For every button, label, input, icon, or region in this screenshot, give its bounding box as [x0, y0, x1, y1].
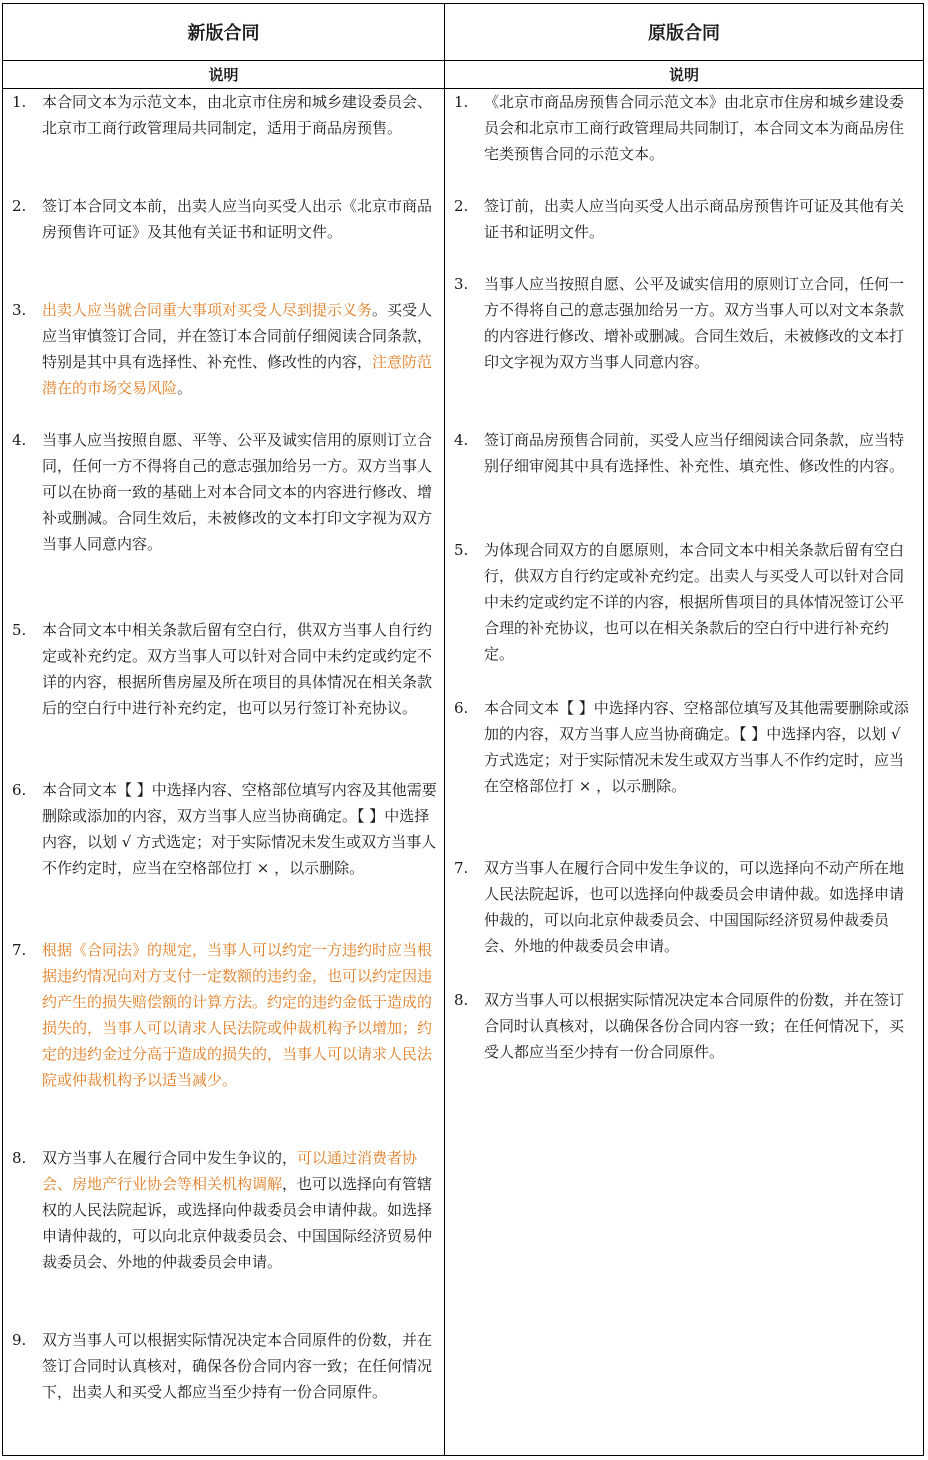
clause-text [42, 1327, 438, 1405]
clause-segment: 双方当事人可以根据实际情况决定本合同原件的份数，并在签订合同时认真核对，以确保各份合同内容一致；在任何情况下，买受人都应当至少持有一份合同原件。 [484, 991, 905, 1061]
clause-text [42, 427, 438, 557]
clause-segment: 本合同文本中相关条款后留有空白行，供双方当事人自行约定或补充约定。双方当事人可以针对合同中未约定或约定不详的内容，根据所售房屋及所在项目的具体情况在相关条款后的空白行中进行补充约定，也可以另行签订补充协议。 [42, 621, 433, 717]
clause-number: 8. [454, 991, 469, 1009]
new-contract-subtitle: 说明 [208, 66, 239, 84]
clause-number: 5. [12, 621, 27, 639]
clause-segment: 双方当事人可以根据实际情况决定本合同原件的份数，并在签订合同时认真核对，确保各份合同内容一致；在任何情况下，出卖人和买受人都应当至少持有一份合同原件。 [42, 1331, 433, 1401]
clause-number: 1. [12, 93, 27, 111]
highlighted-text: 出卖人应当就合同重大事项对买受人尽到提示义务 [42, 301, 373, 319]
original-contract-subtitle: 说明 [668, 66, 699, 84]
clause-segment: 为体现合同双方的自愿原则，本合同文本中相关条款后留有空白行，供双方自行约定或补充约定。出卖人与买受人可以针对合同中未约定或约定不详的内容，根据所售项目的具体情况签订公平合理的补充协议，也可以在相关条款后的空白行中进行补充约定。 [484, 541, 905, 663]
clause-segment: 签订前，出卖人应当向买受人出示商品房预售许可证及其他有关证书和证明文件。 [484, 197, 905, 241]
highlighted-text: 注意防范潜在的市场交易风险 [42, 353, 433, 397]
highlighted-text: 根据《合同法》的规定，当事人可以约定一方违约时应当根据违约情况向对方支付一定数额的违约金，也可以约定因违约产生的损失赔偿额的计算方法。约定的违约金低于造成的损失的，当事人可以请求人民法院或仲裁机构予以增加；约定的违约金过分高于造成的损失的，当事人可以请求人民法院或仲裁机构予以适当减少。 [42, 941, 433, 1089]
clause-text [484, 193, 916, 245]
clause-segment: ，也可以选择向有管辖权的人民法院起诉，或选择向仲裁委员会申请仲裁。如选择申请仲裁的，可以向北京仲裁委员会、中国国际经济贸易仲裁委员会、外地的仲裁委员会申请。 [42, 1175, 433, 1271]
clause-text [484, 427, 916, 479]
clause-number: 2. [454, 197, 469, 215]
clause-text [484, 695, 916, 799]
clause-number: 7. [12, 941, 27, 959]
clause-segment: 本合同文本【 】中选择内容、空格部位填写内容及其他需要删除或添加的内容，双方当事人应当协商确定。【 】中选择内容，以划 √ 方式选定；对于实际情况未发生或双方当事人不作约定时，应当在空格部位打 × ，以示删除。 [42, 781, 437, 877]
clause-number: 5. [454, 541, 469, 559]
clause-segment: 本合同文本【 】中选择内容、空格部位填写及其他需要删除或添加的内容，双方当事人应当协商确定。【 】中选择内容，以划 √ 方式选定；对于实际情况未发生或双方当事人不作约定时，应当在空格部位打 × ，以示删除。 [484, 699, 909, 795]
clause-number: 4. [454, 431, 469, 449]
clause-number: 9. [12, 1331, 27, 1349]
clause-number: 8. [12, 1149, 27, 1167]
clause-number: 4. [12, 431, 27, 449]
clause-segment: 签订商品房预售合同前，买受人应当仔细阅读合同条款，应当特别仔细审阅其中具有选择性、补充性、填充性、修改性的内容。 [484, 431, 905, 475]
clause-text [484, 987, 916, 1065]
clause-text [42, 1145, 438, 1275]
clause-number: 1. [454, 93, 469, 111]
clause-segment: 签订本合同文本前，出卖人应当向买受人出示《北京市商品房预售许可证》及其他有关证书和证明文件。 [42, 197, 433, 241]
clause-segment: 本合同文本为示范文本，由北京市住房和城乡建设委员会、北京市工商行政管理局共同制定，适用于商品房预售。 [42, 93, 433, 137]
clause-text [42, 89, 438, 141]
clause-number: 3. [454, 275, 469, 293]
clause-text [42, 297, 438, 401]
clause-text [42, 193, 438, 245]
clause-number: 6. [454, 699, 469, 717]
clause-text [42, 937, 438, 1093]
clause-number: 2. [12, 197, 27, 215]
clause-segment: 双方当事人在履行合同中发生争议的，可以选择向不动产所在地人民法院起诉，也可以选择向仲裁委员会申请仲裁。如选择申请仲裁的，可以向北京仲裁委员会、中国国际经济贸易仲裁委员会、外地的仲裁委员会申请。 [484, 859, 905, 955]
original-contract-title: 原版合同 [648, 23, 720, 44]
highlighted-text: 可以通过消费者协会、房地产行业协会等相关机构调解 [42, 1149, 418, 1193]
clause-text [42, 617, 438, 721]
clause-segment: 。 [177, 379, 193, 397]
clause-number: 3. [12, 301, 27, 319]
new-contract-title: 新版合同 [187, 23, 260, 44]
clause-text [42, 777, 438, 881]
column-divider [444, 4, 445, 1455]
clause-segment: 当事人应当按照自愿、平等、公平及诚实信用的原则订立合同，任何一方不得将自己的意志强加给另一方。双方当事人可以在协商一致的基础上对本合同文本的内容进行修改、增补或删减。合同生效后，未被修改的文本打印文字视为双方当事人同意内容。 [42, 431, 433, 553]
clause-segment: 。买受人应当审慎签订合同，并在签订本合同前仔细阅读合同条款，特别是其中具有选择性、补充性、修改性的内容， [42, 301, 433, 371]
clause-number: 6. [12, 781, 27, 799]
clause-text [484, 271, 916, 375]
comparison-table [2, 3, 924, 1456]
clause-text [484, 855, 916, 959]
clause-segment: 《北京市商品房预售合同示范文本》由北京市住房和城乡建设委员会和北京市工商行政管理局共同制订，本合同文本为商品房住宅类预售合同的示范文本。 [484, 93, 905, 163]
clause-text [484, 89, 916, 167]
clause-text [484, 537, 916, 667]
clause-segment: 当事人应当按照自愿、公平及诚实信用的原则订立合同，任何一方不得将自己的意志强加给另一方。双方当事人可以对文本条款的内容进行修改、增补或删减。合同生效后，未被修改的文本打印文字视为双方当事人同意内容。 [484, 275, 905, 371]
clause-segment: 双方当事人在履行合同中发生争议的， [42, 1149, 298, 1167]
clause-number: 7. [454, 859, 469, 877]
